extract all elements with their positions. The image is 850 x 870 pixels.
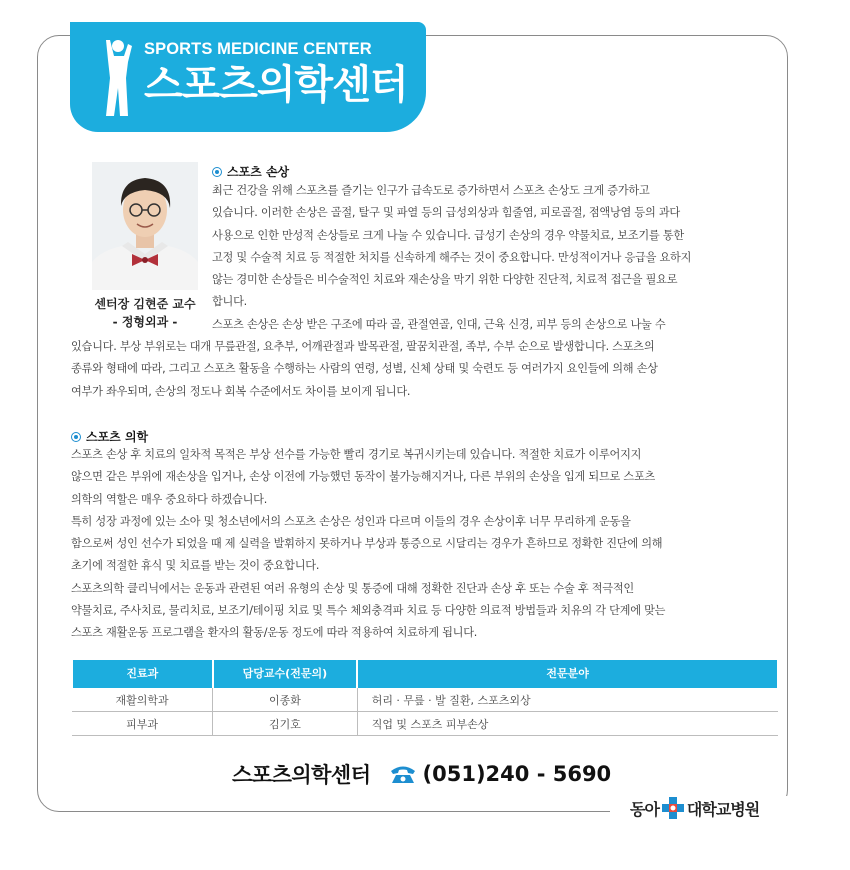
table-header-professor: 담당교수(전문의) xyxy=(213,660,358,687)
text-line: 않으면 같은 부위에 재손상을 입거나, 손상 이전에 가능했던 동작이 불가능해지거나, 다른 부위의 손상을 입게 되므로 스포츠 xyxy=(71,470,656,484)
contact-line xyxy=(232,759,611,789)
table-cell-department: 재활의학과 xyxy=(72,687,213,712)
header-subtitle: SPORTS MEDICINE CENTER xyxy=(144,40,372,58)
header-title: 스포츠의학센터 xyxy=(144,62,408,108)
text-line: 스포츠 손상은 손상 받은 구조에 따라 골, 관절연골, 인대, 근육 신경, 피부 등의 손상으로 나눌 수 xyxy=(212,317,666,331)
bullet-icon xyxy=(212,167,222,177)
sports-injury-paragraph-wide xyxy=(71,336,779,403)
section-heading-sports-medicine xyxy=(71,428,148,445)
contact-phone xyxy=(389,762,612,786)
text-line: 스포츠 재활운동 프로그램을 환자의 활동/운동 정도에 따라 적용하여 치료하게 됩니다. xyxy=(71,626,478,640)
table-row xyxy=(72,712,778,736)
cross-logo-icon xyxy=(661,796,685,820)
text-line: 특히 성장 과정에 있는 소아 및 청소년에서의 스포츠 손상은 성인과 다르며 이들의 경우 손상이후 너무 무리하게 운동을 xyxy=(71,514,631,528)
table-header-specialty: 전문분야 xyxy=(357,660,778,687)
doctor-name xyxy=(80,295,210,331)
text-line: 최근 건강을 위해 스포츠를 즐기는 인구가 급속도로 증가하면서 스포츠 손상도 크게 증가하고 xyxy=(212,184,650,197)
sports-injury-paragraph-narrow xyxy=(212,180,779,336)
text-line: 스포츠 손상 후 치료의 일차적 목적은 부상 선수를 가능한 빨리 경기로 복귀시키는데 있습니다. 적절한 치료가 이루어지지 xyxy=(71,448,642,461)
doctor-title: 센터장 김현준 교수 xyxy=(94,297,196,311)
doctor-photo xyxy=(92,162,198,290)
text-line: 초기에 적절한 휴식 및 치료를 받는 것이 중요합니다. xyxy=(71,559,320,573)
hospital-logo xyxy=(630,796,759,820)
department-table xyxy=(71,660,779,736)
text-line: 여부가 좌우되며, 손상의 정도나 회복 수준에서도 차이를 보이게 됩니다. xyxy=(71,384,411,398)
text-line: 종류와 형태에 따라, 그리고 스포츠 활동을 수행하는 사람의 연령, 성별, 신체 상태 및 숙련도 등 여러가지 요인들에 의해 손상 xyxy=(71,362,658,376)
text-line: 약물치료, 주사치료, 물리치료, 보조기/테이핑 치료 및 특수 체외충격파 치료 등 다양한 의료적 방법들과 치유의 각 단계에 맞는 xyxy=(71,604,666,618)
hospital-name-part2: 대학교병원 xyxy=(686,799,760,819)
text-line: 합니다. xyxy=(212,295,247,309)
table-cell-specialty: 허리 · 무릎 · 발 질환, 스포츠외상 xyxy=(357,687,778,712)
text-line: 스포츠의학 클리닉에서는 운동과 관련된 여러 유형의 손상 및 통증에 대해 정확한 진단과 손상 후 또는 수술 후 적극적인 xyxy=(71,581,634,595)
table-row xyxy=(72,687,778,712)
contact-phone-number: (051)240 - 5690 xyxy=(422,762,612,786)
text-line: 있습니다. 부상 부위로는 대개 무릎관절, 요추부, 어깨관절과 발목관절, 팔꿈치관절, 족부, 수부 순으로 발생합니다. 스포츠의 xyxy=(71,340,655,353)
table-header-row xyxy=(72,660,778,687)
hospital-name-part1: 동아 xyxy=(630,799,659,819)
table-header-department: 진료과 xyxy=(72,660,213,687)
section-heading-text: 스포츠 손상 xyxy=(227,165,290,179)
athlete-icon xyxy=(98,38,134,118)
doctor-department: - 정형외과 - xyxy=(112,315,178,329)
contact-center-name: 스포츠의학센터 xyxy=(232,763,371,787)
text-line: 있습니다. 이러한 손상은 골절, 탈구 및 파열 등의 급성외상과 힘줄염, 피로골절, 점액낭염 등의 과다 xyxy=(212,206,680,220)
text-line: 않는 경미한 손상들은 비수술적인 치료와 재손상을 막기 위한 다양한 진단적, 치료적 접근을 필요로 xyxy=(212,273,678,287)
text-line: 고정 및 수술적 치료 등 적절한 처치를 신속하게 해주는 것이 중요합니다. 만성적이거나 응급을 요하지 xyxy=(212,250,692,264)
section-heading-text: 스포츠 의학 xyxy=(86,430,149,444)
text-line: 사용으로 인한 만성적 손상들로 크게 나눌 수 있습니다. 급성기 손상의 경우 약물치료, 보조기를 통한 xyxy=(212,228,684,242)
telephone-icon xyxy=(389,764,417,784)
text-line: 의학의 역할은 매우 중요하다 하겠습니다. xyxy=(71,492,268,506)
table-cell-professor: 김기호 xyxy=(213,712,358,736)
table-cell-professor: 이종화 xyxy=(213,687,358,712)
sports-medicine-paragraph xyxy=(71,444,779,645)
table-cell-department: 피부과 xyxy=(72,712,213,736)
table-cell-specialty: 직업 및 스포츠 피부손상 xyxy=(357,712,778,736)
bullet-icon xyxy=(71,432,81,442)
text-line: 함으로써 성인 선수가 되었을 때 제 실력을 발휘하지 못하거나 부상과 통증으로 시달리는 경우가 흔하므로 정확한 진단에 의해 xyxy=(71,537,663,551)
section-heading-sports-injury xyxy=(212,163,289,180)
